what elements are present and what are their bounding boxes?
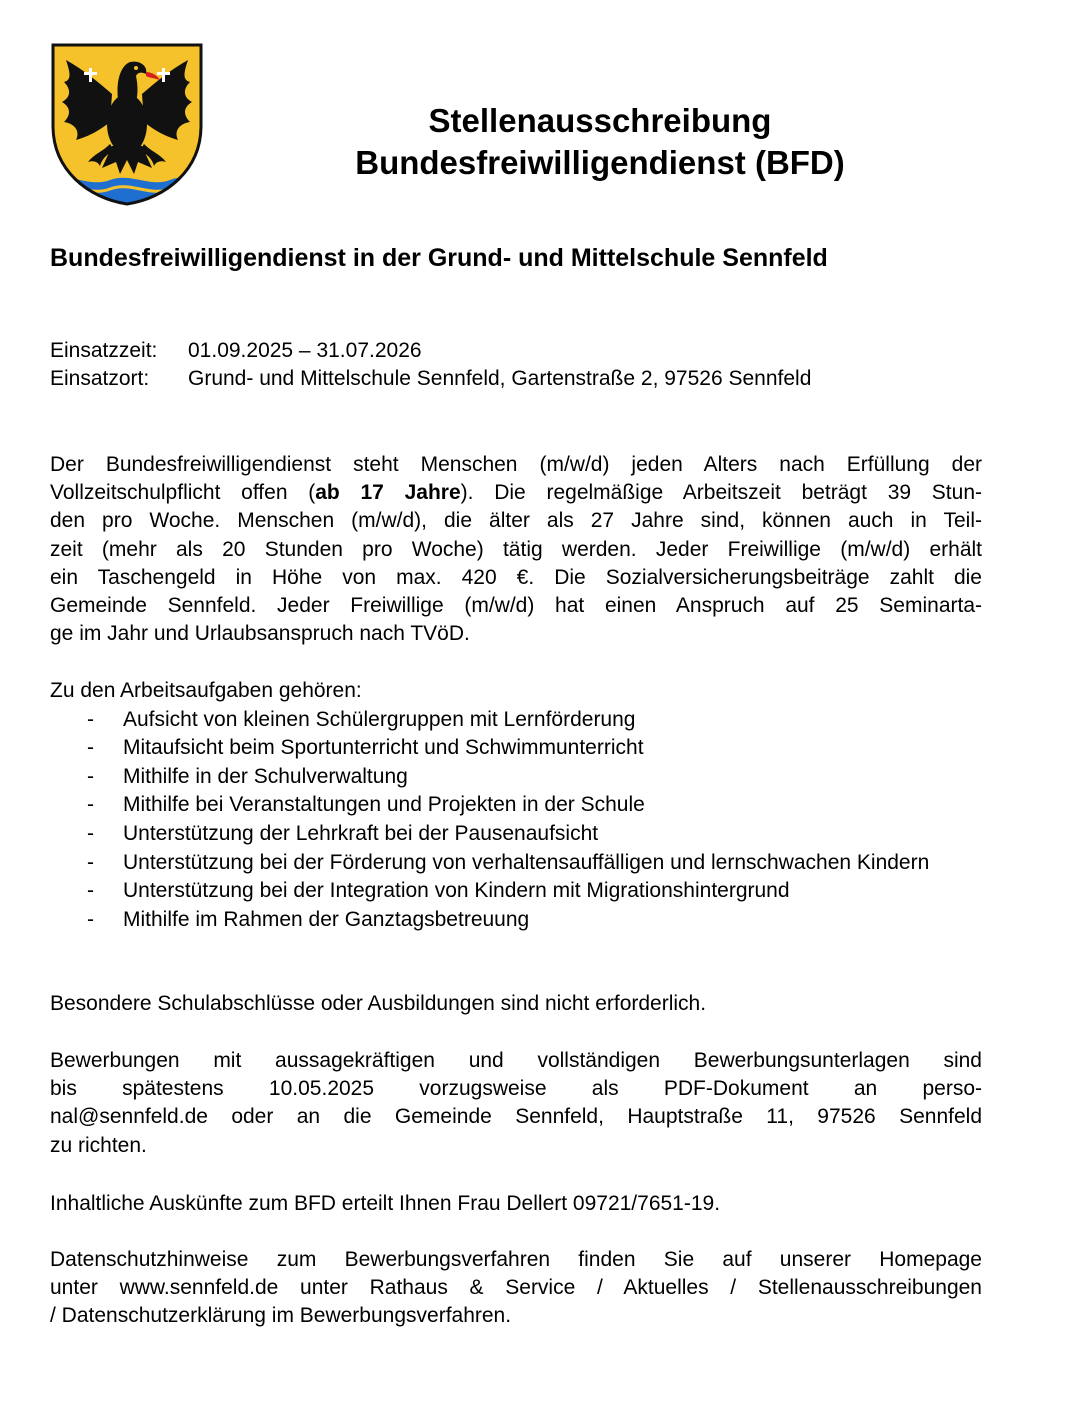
intro-line: zeit (mehr als 20 Stunden pro Woche) tätig werden. Jeder Freiwillige (m/w/d) erhält xyxy=(50,537,982,561)
intro-paragraph xyxy=(50,451,982,648)
intro-line: den pro Woche. Menschen (m/w/d), die älter als 27 Jahre sind, können auch in Teil- xyxy=(50,509,982,533)
intro-line xyxy=(50,479,982,507)
bullet-dash: - xyxy=(87,793,94,817)
list-item xyxy=(50,820,990,849)
bullet-dash: - xyxy=(87,764,94,788)
intro-line: Gemeinde Sennfeld. Jeder Freiwillige (m/w/d) hat einen Anspruch auf 25 Seminarta- xyxy=(50,593,982,617)
contact-text: Inhaltliche Auskünfte zum BFD erteilt Ihnen Frau Dellert 09721/7651-19. xyxy=(50,1192,721,1215)
bullet-dash: - xyxy=(87,879,94,903)
list-item xyxy=(50,849,990,878)
list-item xyxy=(50,906,990,935)
list-item xyxy=(50,877,990,906)
privacy-line: Datenschutzhinweise zum Bewerbungsverfahren finden Sie auf unserer Homepage xyxy=(50,1248,982,1271)
tasks-list xyxy=(50,706,990,935)
title-line-2: Bundesfreiwilligendienst (BFD) xyxy=(355,144,845,181)
list-item-text: Mithilfe in der Schulverwaltung xyxy=(123,764,408,788)
list-item xyxy=(50,763,990,792)
intro-line: Der Bundesfreiwilligendienst steht Menschen (m/w/d) jeden Alters nach Erfüllung der xyxy=(50,453,982,476)
water-wave xyxy=(50,177,204,206)
privacy-line: unter www.sennfeld.de unter Rathaus & Service / Aktuelles / Stellenausschreibungen xyxy=(50,1276,982,1300)
application-paragraph xyxy=(50,1047,982,1160)
bullet-dash: - xyxy=(87,821,94,845)
subtitle: Bundesfreiwilligendienst in der Grund- und Mittelschule Sennfeld xyxy=(50,244,828,272)
title-line-1: Stellenausschreibung xyxy=(428,102,772,139)
application-line: bis spätestens 10.05.2025 vorzugsweise als PDF-Dokument an perso- xyxy=(50,1077,982,1101)
list-item-text: Aufsicht von kleinen Schülergruppen mit Lernförderung xyxy=(123,707,636,731)
age-requirement: ab 17 Jahre xyxy=(315,481,461,505)
page-title xyxy=(240,100,960,184)
list-item-text: Unterstützung der Lehrkraft bei der Pausenaufsicht xyxy=(123,821,599,845)
list-item xyxy=(50,734,990,763)
intro-line: ge im Jahr und Urlaubsanspruch nach TVöD. xyxy=(50,622,470,646)
tasks-section xyxy=(50,677,990,934)
list-item xyxy=(50,706,990,735)
coat-of-arms-icon xyxy=(50,42,204,206)
list-item-text: Unterstützung bei der Förderung von verhaltensauffälligen und lernschwachen Kindern xyxy=(123,850,930,874)
privacy-line: / Datenschutzerklärung im Bewerbungsverfahren. xyxy=(50,1304,512,1328)
deployment-info xyxy=(50,337,811,393)
einsatzzeit-label: Einsatzzeit: xyxy=(50,339,158,362)
tasks-heading: Zu den Arbeitsaufgaben gehören: xyxy=(50,679,362,702)
application-line: zu richten. xyxy=(50,1133,147,1157)
list-item-text: Mithilfe bei Veranstaltungen und Projekten in der Schule xyxy=(123,793,645,817)
list-item-text: Mitaufsicht beim Sportunterricht und Schwimmunterricht xyxy=(123,736,644,760)
list-item-text: Unterstützung bei der Integration von Kindern mit Migrationshintergrund xyxy=(123,879,790,903)
einsatzort-value: Grund- und Mittelschule Sennfeld, Gartenstraße 2, 97526 Sennfeld xyxy=(188,367,812,390)
einsatzort-label: Einsatzort: xyxy=(50,367,150,390)
bullet-dash: - xyxy=(87,850,94,874)
list-item-text: Mithilfe im Rahmen der Ganztagsbetreuung xyxy=(123,907,530,931)
list-item xyxy=(50,791,990,820)
intro-line: ein Taschengeld in Höhe von max. 420 €. Die Sozialversicherungsbeiträge zahlt die xyxy=(50,565,982,589)
bullet-dash: - xyxy=(87,907,94,931)
application-line: nal@sennfeld.de oder an die Gemeinde Sennfeld, Hauptstraße 11, 97526 Sennfeld xyxy=(50,1105,982,1129)
requirements-text: Besondere Schulabschlüsse oder Ausbildungen sind nicht erforderlich. xyxy=(50,992,707,1015)
bullet-dash: - xyxy=(87,707,94,731)
application-line: Bewerbungen mit aussagekräftigen und vollständigen Bewerbungsunterlagen sind xyxy=(50,1049,982,1072)
intro-text: ). Die regelmäßige Arbeitszeit beträgt 39 Stun- xyxy=(460,481,982,505)
einsatzzeit-row xyxy=(50,337,811,365)
einsatzort-row xyxy=(50,365,811,393)
privacy-paragraph xyxy=(50,1246,982,1331)
bullet-dash: - xyxy=(87,736,94,760)
intro-text: Vollzeitschulpflicht offen ( xyxy=(50,481,316,505)
einsatzzeit-value: 01.09.2025 – 31.07.2026 xyxy=(188,339,422,362)
